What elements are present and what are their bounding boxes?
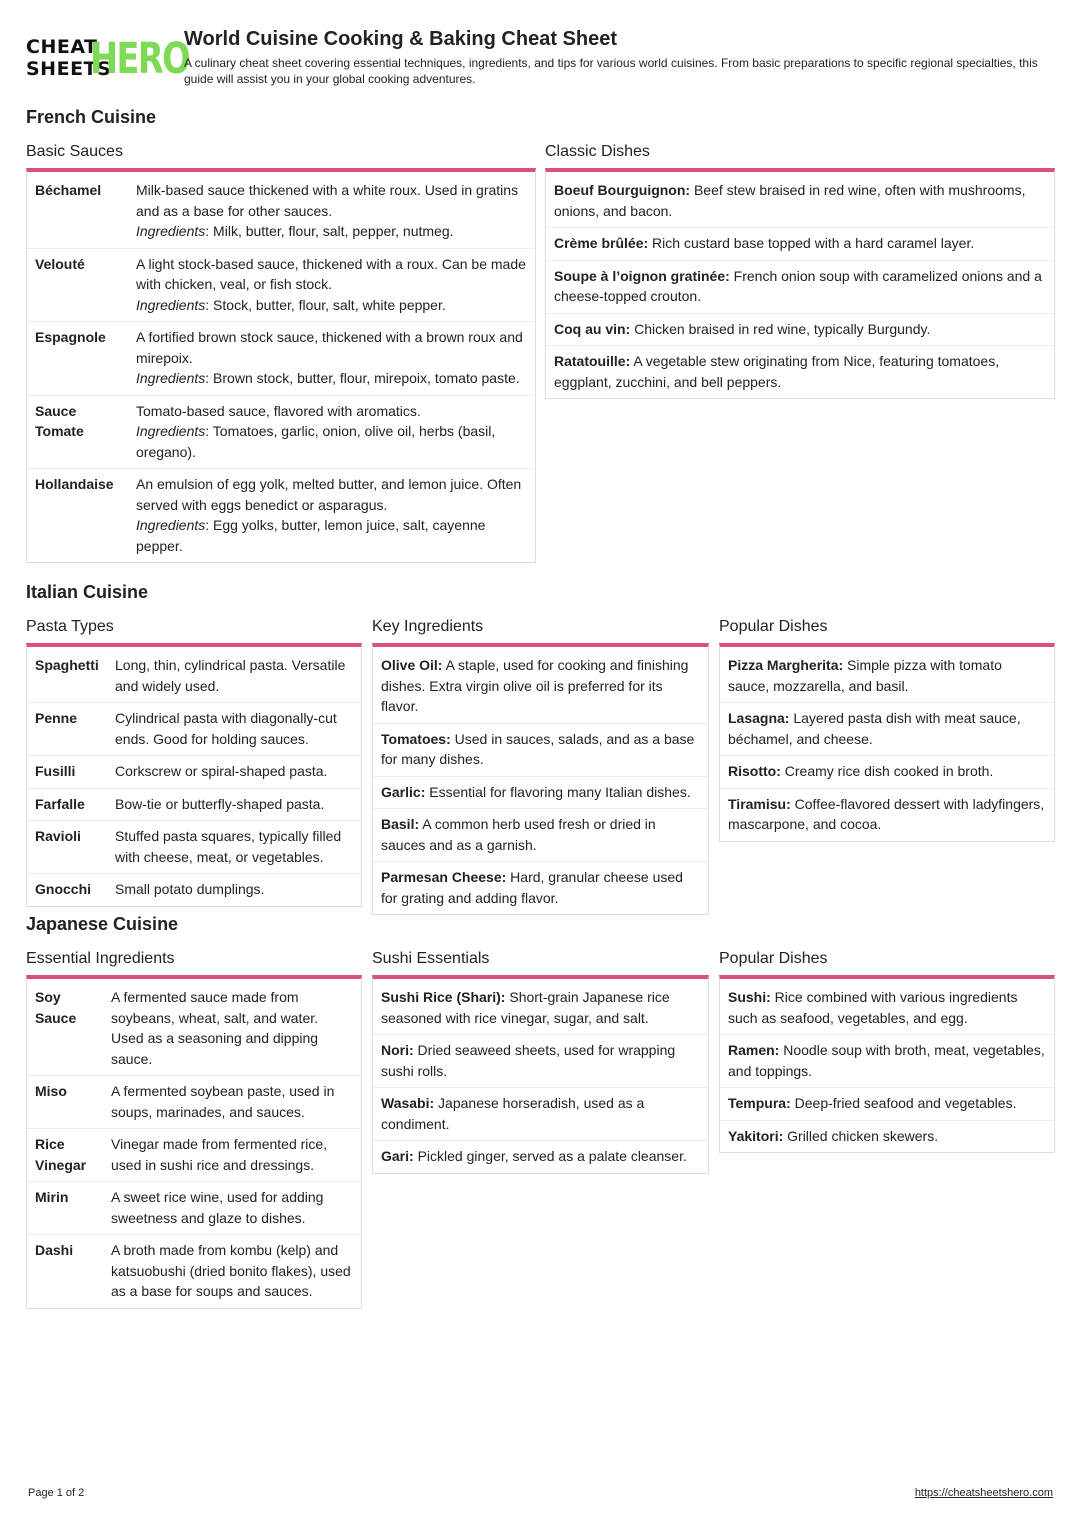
list-item — [720, 703, 1054, 756]
ingredient-description: A broth made from kombu (kelp) and katsuobushi (dried bonito flakes), used as a base for soups and sauces. — [111, 1242, 351, 1299]
list-item — [546, 175, 1054, 228]
ingredients-label: Ingredients — [136, 517, 206, 533]
list-item — [373, 1035, 708, 1088]
page-title: World Cuisine Cooking & Baking Cheat Sheet — [184, 28, 618, 50]
block-title: Popular Dishes — [719, 618, 828, 635]
ingredient-name: Basil: — [381, 816, 420, 832]
sauce-name: Béchamel — [35, 182, 102, 198]
sauce-description — [136, 474, 527, 556]
block-title: Essential Ingredients — [26, 950, 175, 967]
table-row — [27, 703, 361, 756]
ingredients-text: : Brown stock, butter, flour, mirepoix, tomato paste. — [205, 370, 520, 386]
list-item — [720, 1121, 1054, 1153]
block-essential-ingredients — [26, 949, 362, 1309]
page-description: A culinary cheat sheet covering essential techniques, ingredients, and tips for various world cuisines. From basic preparations to specific regional specialties, this guide will assist you in your global cooking adventures. — [184, 56, 1038, 86]
page-header — [26, 28, 1056, 98]
footer-link[interactable]: https://cheatsheetshero.com — [914, 1487, 1053, 1499]
dish-name: Risotto: — [728, 763, 781, 779]
dish-description: French onion soup with caramelized onions and a cheese-topped crouton. — [554, 267, 1042, 304]
list-item — [373, 1141, 708, 1173]
table-row — [27, 1076, 361, 1129]
section-title-japanese: Japanese Cuisine — [26, 914, 179, 934]
table-row — [27, 396, 535, 470]
section-title-italian: Italian Cuisine — [26, 582, 149, 602]
sauce-desc-text: A fortified brown stock sauce, thickened with a brown roux and mirepoix. — [136, 329, 523, 366]
pasta-description: Stuffed pasta squares, typically filled with cheese, meat, or vegetables. — [115, 828, 342, 865]
pasta-name: Farfalle — [35, 795, 85, 812]
sauce-description — [136, 327, 527, 389]
block-title: Pasta Types — [26, 618, 114, 635]
logo-text-hero: HERO — [90, 34, 190, 84]
pasta-name: Penne — [35, 710, 78, 726]
dish-name: Tempura: — [728, 1095, 791, 1111]
item-name: Nori: — [381, 1042, 414, 1058]
ingredients-label: Ingredients — [136, 423, 206, 439]
italian-dishes-list — [719, 643, 1055, 842]
dish-description: Creamy rice dish cooked in broth. — [780, 763, 994, 779]
title-block — [184, 28, 1056, 87]
table-row — [27, 874, 361, 906]
logo-text-sheets: SHEETS — [26, 58, 112, 80]
table-row — [27, 789, 361, 822]
pasta-description: Corkscrew or spiral-shaped pasta. — [115, 763, 328, 779]
pasta-description: Long, thin, cylindrical pasta. Versatile and widely used. — [115, 657, 346, 694]
block-basic-sauces — [26, 142, 536, 563]
list-item — [720, 756, 1054, 789]
list-item — [546, 261, 1054, 314]
ingredients-label: Ingredients — [136, 370, 206, 386]
block-pasta-types — [26, 617, 362, 907]
page-number: Page 1 of 2 — [28, 1487, 85, 1499]
key-ingredients-list — [372, 643, 709, 915]
section-title-french: French Cuisine — [26, 107, 157, 127]
list-item — [720, 1035, 1054, 1088]
japanese-dishes-list — [719, 975, 1055, 1153]
ingredient-description: Vinegar made from fermented rice, used in sushi rice and dressings. — [111, 1136, 328, 1173]
block-key-ingredients — [372, 617, 709, 915]
dish-name: Boeuf Bourguignon: — [554, 182, 691, 198]
item-name: Sushi Rice (Shari): — [381, 989, 506, 1005]
item-description: Pickled ginger, served as a palate cleanser. — [413, 1148, 687, 1164]
pasta-name: Ravioli — [35, 828, 81, 844]
table-row — [27, 650, 361, 703]
list-item — [546, 314, 1054, 347]
logo-text-cheat: CHEAT — [26, 36, 98, 58]
ingredients-text: : Egg yolks, butter, lemon juice, salt, cayenne pepper. — [136, 517, 486, 554]
essential-ingredients-table — [26, 975, 362, 1309]
pasta-name: Spaghetti — [35, 657, 99, 673]
block-sushi-essentials — [372, 949, 709, 1174]
dish-description: Beef stew braised in red wine, often with mushrooms, onions, and bacon. — [554, 182, 1026, 219]
table-row — [27, 1129, 361, 1182]
block-japanese-popular-dishes — [719, 949, 1055, 1153]
pasta-table — [26, 643, 362, 907]
dish-description: Rice combined with various ingredients such as seafood, vegetables, and egg. — [728, 989, 1018, 1026]
pasta-name: Fusilli — [35, 763, 76, 779]
ingredient-name: Tomatoes: — [381, 730, 451, 747]
table-row — [27, 322, 535, 396]
ingredient-name: Miso — [35, 1083, 67, 1099]
list-item — [720, 982, 1054, 1035]
table-row — [27, 469, 535, 562]
ingredients-text: : Tomatoes, garlic, onion, olive oil, herbs (basil, oregano). — [136, 423, 496, 460]
pasta-description: Cylindrical pasta with diagonally-cut ends. Good for holding sauces. — [115, 710, 337, 747]
pasta-description: Bow-tie or butterfly-shaped pasta. — [115, 795, 325, 812]
pasta-description: Small potato dumplings. — [115, 881, 265, 897]
table-row — [27, 821, 361, 874]
ingredient-description: Hard, granular cheese used for grating and adding flavor. — [381, 869, 683, 906]
dish-name: Ratatouille: — [554, 353, 631, 369]
sauce-description — [136, 254, 527, 316]
ingredient-name: Soy Sauce — [35, 989, 77, 1026]
table-row — [27, 1235, 361, 1308]
list-item — [720, 789, 1054, 841]
dish-description: A vegetable stew originating from Nice, featuring tomatoes, eggplant, zucchini, and bell peppers. — [554, 353, 1000, 390]
list-item — [546, 346, 1054, 398]
list-item — [373, 650, 708, 724]
list-item — [720, 1088, 1054, 1121]
ingredient-description: Essential for flavoring many Italian dishes. — [425, 783, 691, 800]
dish-name: Sushi: — [728, 989, 771, 1005]
block-title: Classic Dishes — [545, 143, 650, 160]
sauce-desc-text: Tomato-based sauce, flavored with aromatics. — [136, 402, 421, 419]
sushi-essentials-list — [372, 975, 709, 1174]
block-italian-popular-dishes — [719, 617, 1055, 842]
ingredient-description: A fermented sauce made from soybeans, wheat, salt, and water. Used as a seasoning and dipping sauce. — [111, 989, 319, 1067]
ingredient-name: Mirin — [35, 1189, 69, 1205]
dish-description: Simple pizza with tomato sauce, mozzarella, and basil. — [728, 657, 1002, 694]
item-description: Short-grain Japanese rice seasoned with rice vinegar, sugar, and salt. — [381, 989, 670, 1026]
list-item — [373, 862, 708, 914]
dish-name: Crème brûlée: — [554, 235, 649, 251]
dish-name: Soupe à l’oignon gratinée: — [554, 267, 730, 284]
list-item — [373, 809, 708, 862]
dish-name: Coq au vin: — [554, 320, 631, 337]
dish-description: Deep-fried seafood and vegetables. — [790, 1095, 1017, 1111]
dish-description: Grilled chicken skewers. — [783, 1127, 939, 1144]
dish-description: Coffee-flavored dessert with ladyfingers, mascarpone, and cocoa. — [728, 795, 1045, 832]
sauce-name: Sauce Tomate — [35, 402, 84, 439]
dish-description: Layered pasta dish with meat sauce, béchamel, and cheese. — [728, 710, 1021, 747]
pasta-name: Gnocchi — [35, 881, 92, 897]
item-name: Gari: — [381, 1148, 414, 1164]
table-row — [27, 175, 535, 249]
item-name: Wasabi: — [381, 1095, 435, 1111]
sauce-name: Espagnole — [35, 329, 106, 345]
dish-description: Chicken braised in red wine, typically Burgundy. — [630, 320, 931, 337]
list-item — [546, 228, 1054, 261]
block-title: Key Ingredients — [372, 618, 484, 635]
sauces-table — [26, 168, 536, 563]
ingredient-name: Rice Vinegar — [35, 1136, 87, 1173]
list-item — [720, 650, 1054, 703]
ingredients-label: Ingredients — [136, 223, 206, 239]
ingredient-name: Parmesan Cheese: — [381, 869, 507, 885]
dish-name: Lasagna: — [728, 710, 790, 726]
list-item — [373, 982, 708, 1035]
ingredient-name: Olive Oil: — [381, 657, 443, 673]
sauce-name: Velouté — [35, 255, 85, 272]
sauce-description — [136, 180, 527, 242]
list-item — [373, 777, 708, 810]
cheatsheetshero-logo[interactable] — [26, 34, 190, 88]
dish-name: Tiramisu: — [728, 795, 791, 812]
sauce-desc-text: Milk-based sauce thickened with a white roux. Used in gratins and as a base for other sauces. — [136, 182, 519, 219]
sauce-name: Hollandaise — [35, 476, 114, 492]
block-title: Sushi Essentials — [372, 950, 490, 967]
ingredients-text: : Stock, butter, flour, salt, white pepper. — [205, 296, 446, 313]
block-title: Popular Dishes — [719, 950, 828, 967]
dish-name: Ramen: — [728, 1042, 780, 1058]
ingredient-name: Garlic: — [381, 783, 426, 800]
ingredients-text: : Milk, butter, flour, salt, pepper, nutmeg. — [205, 223, 454, 239]
ingredient-description: Used in sauces, salads, and as a base for many dishes. — [381, 730, 695, 767]
classic-dishes-list — [545, 168, 1055, 399]
ingredient-description: A common herb used fresh or dried in sauces and as a garnish. — [381, 816, 656, 853]
sauce-desc-text: A light stock-based sauce, thickened with a roux. Can be made with chicken, veal, or fish stock. — [136, 255, 526, 292]
block-title: Basic Sauces — [26, 143, 123, 160]
dish-name: Yakitori: — [728, 1127, 784, 1144]
sauce-description — [136, 401, 527, 463]
list-item — [373, 724, 708, 777]
item-description: Dried seaweed sheets, used for wrapping sushi rolls. — [381, 1042, 676, 1079]
table-row — [27, 756, 361, 789]
table-row — [27, 249, 535, 323]
dish-description: Noodle soup with broth, meat, vegetables, and toppings. — [728, 1042, 1045, 1079]
ingredient-description: A staple, used for cooking and finishing dishes. Extra virgin olive oil is preferred for its flavor. — [381, 657, 689, 714]
ingredient-description: A fermented soybean paste, used in soups, marinades, and sauces. — [111, 1083, 335, 1120]
dish-description: Rich custard base topped with a hard caramel layer. — [648, 235, 975, 251]
dish-name: Pizza Margherita: — [728, 657, 844, 673]
sauce-desc-text: An emulsion of egg yolk, melted butter, and lemon juice. Often served with eggs benedict or asparagus. — [136, 476, 522, 513]
item-description: Japanese horseradish, used as a condiment. — [381, 1095, 645, 1132]
table-row — [27, 982, 361, 1076]
block-classic-dishes — [545, 142, 1055, 399]
ingredients-label: Ingredients — [136, 296, 206, 313]
ingredient-description: A sweet rice wine, used for adding sweetness and glaze to dishes. — [111, 1189, 324, 1226]
table-row — [27, 1182, 361, 1235]
list-item — [373, 1088, 708, 1141]
ingredient-name: Dashi — [35, 1242, 74, 1258]
